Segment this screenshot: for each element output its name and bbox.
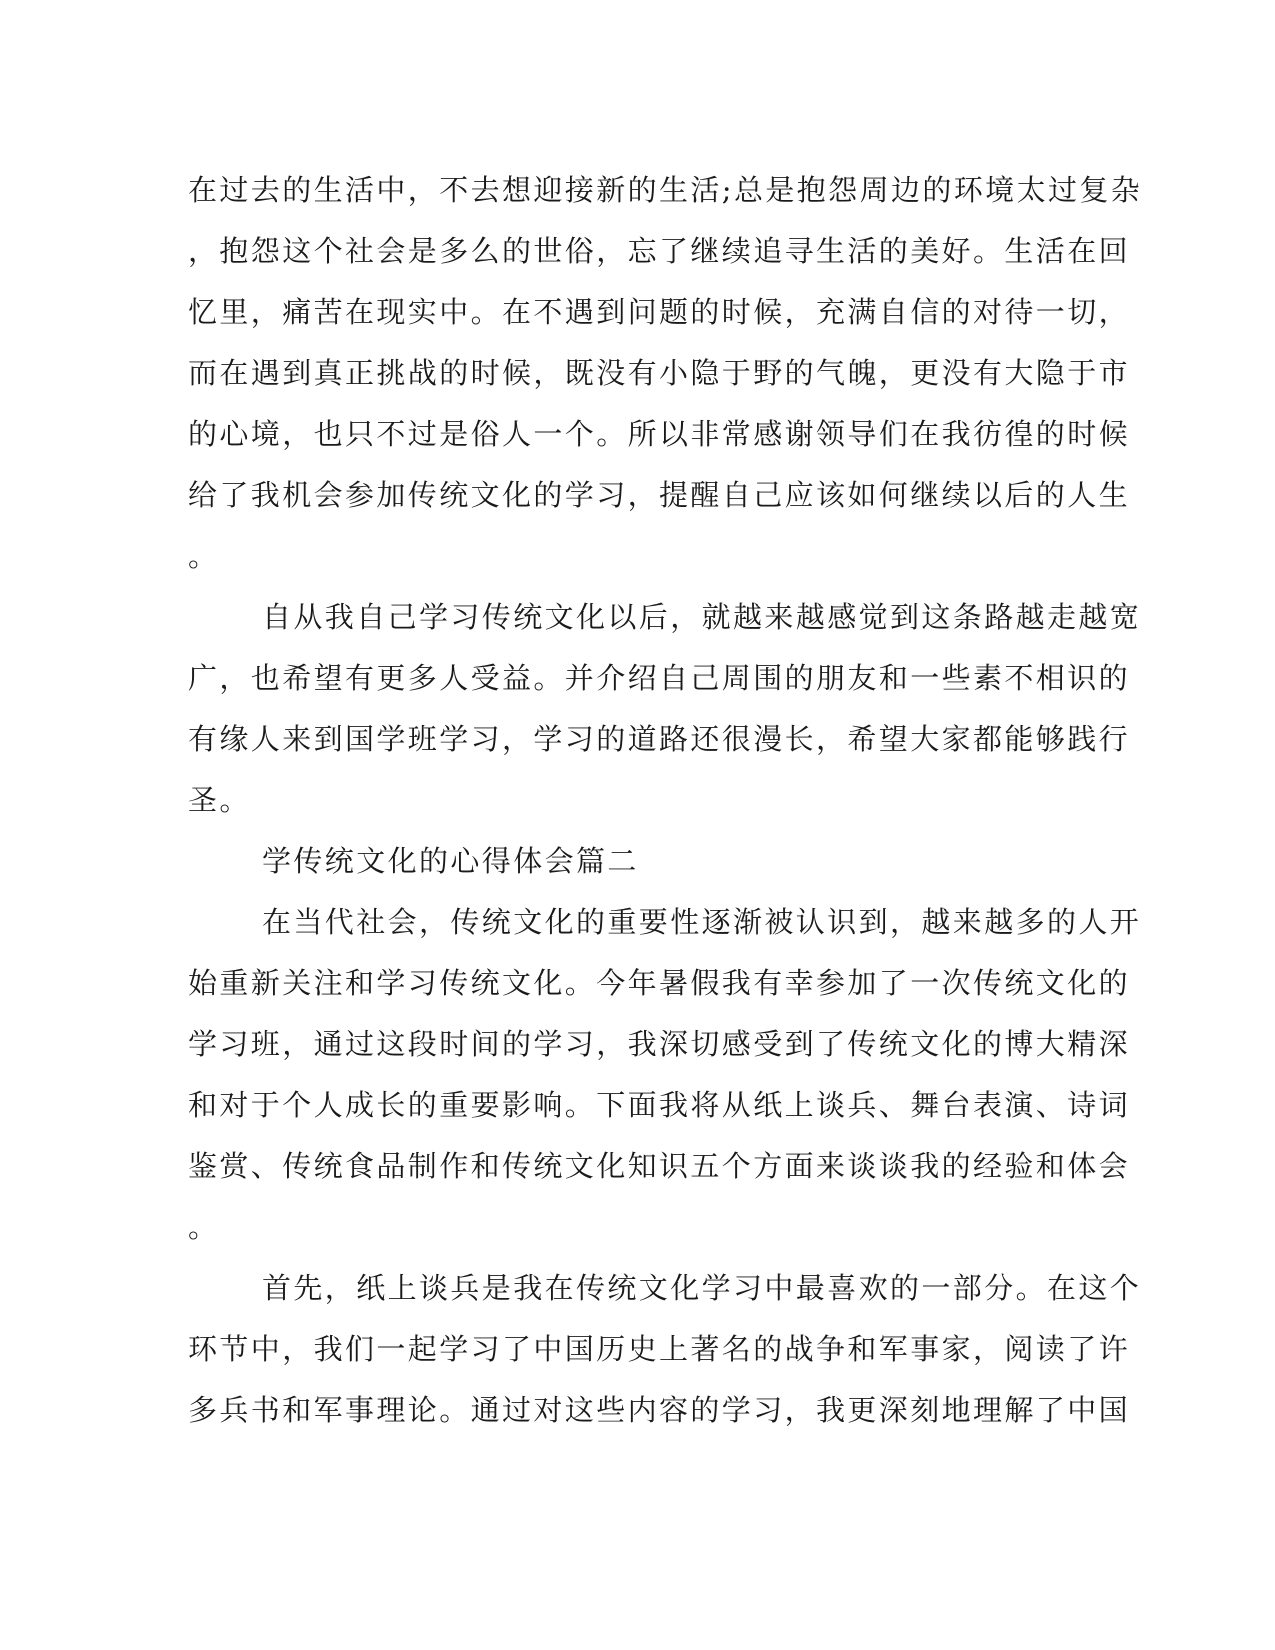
text-line: 有缘人来到国学班学习，学习的道路还很漫长，希望大家都能够践行 [188, 722, 1131, 756]
paragraph-first-line: 自从我自己学习传统文化以后，就越来越感觉到这条路越走越宽 [262, 600, 1142, 634]
text-line: 在过去的生活中，不去想迎接新的生活;总是抱怨周边的环境太过复杂 [188, 173, 1143, 207]
text-line: 。 [188, 1210, 220, 1244]
body-text [188, 160, 1143, 1441]
text-line: 和对于个人成长的重要影响。下面我将从纸上谈兵、舞台表演、诗词 [188, 1088, 1131, 1122]
text-line: 鉴赏、传统食品制作和传统文化知识五个方面来谈谈我的经验和体会 [188, 1149, 1131, 1183]
text-line: 学习班，通过这段时间的学习，我深切感受到了传统文化的博大精深 [188, 1027, 1131, 1061]
paragraph-first-line: 首先，纸上谈兵是我在传统文化学习中最喜欢的一部分。在这个 [262, 1271, 1142, 1305]
text-line: 的心境，也只不过是俗人一个。所以非常感谢领导们在我彷徨的时候 [188, 417, 1131, 451]
paragraph-first-line: 在当代社会，传统文化的重要性逐渐被认识到，越来越多的人开 [262, 905, 1142, 939]
text-line: 给了我机会参加传统文化的学习，提醒自己应该如何继续以后的人生 [188, 478, 1131, 512]
text-line: 广，也希望有更多人受益。并介绍自己周围的朋友和一些素不相识的 [188, 661, 1131, 695]
text-line: 。 [188, 539, 220, 573]
text-line: ，抱怨这个社会是多么的世俗，忘了继续追寻生活的美好。生活在回 [188, 234, 1131, 268]
text-line: 环节中，我们一起学习了中国历史上著名的战争和军事家，阅读了许 [188, 1332, 1131, 1366]
text-line: 多兵书和军事理论。通过对这些内容的学习，我更深刻地理解了中国 [188, 1393, 1131, 1427]
text-line: 始重新关注和学习传统文化。今年暑假我有幸参加了一次传统文化的 [188, 966, 1131, 1000]
text-line: 圣。 [188, 783, 251, 817]
text-line: 忆里，痛苦在现实中。在不遇到问题的时候，充满自信的对待一切， [188, 295, 1131, 329]
section-heading: 学传统文化的心得体会篇二 [262, 844, 639, 878]
text-line: 而在遇到真正挑战的时候，既没有小隐于野的气魄，更没有大隐于市 [188, 356, 1131, 390]
